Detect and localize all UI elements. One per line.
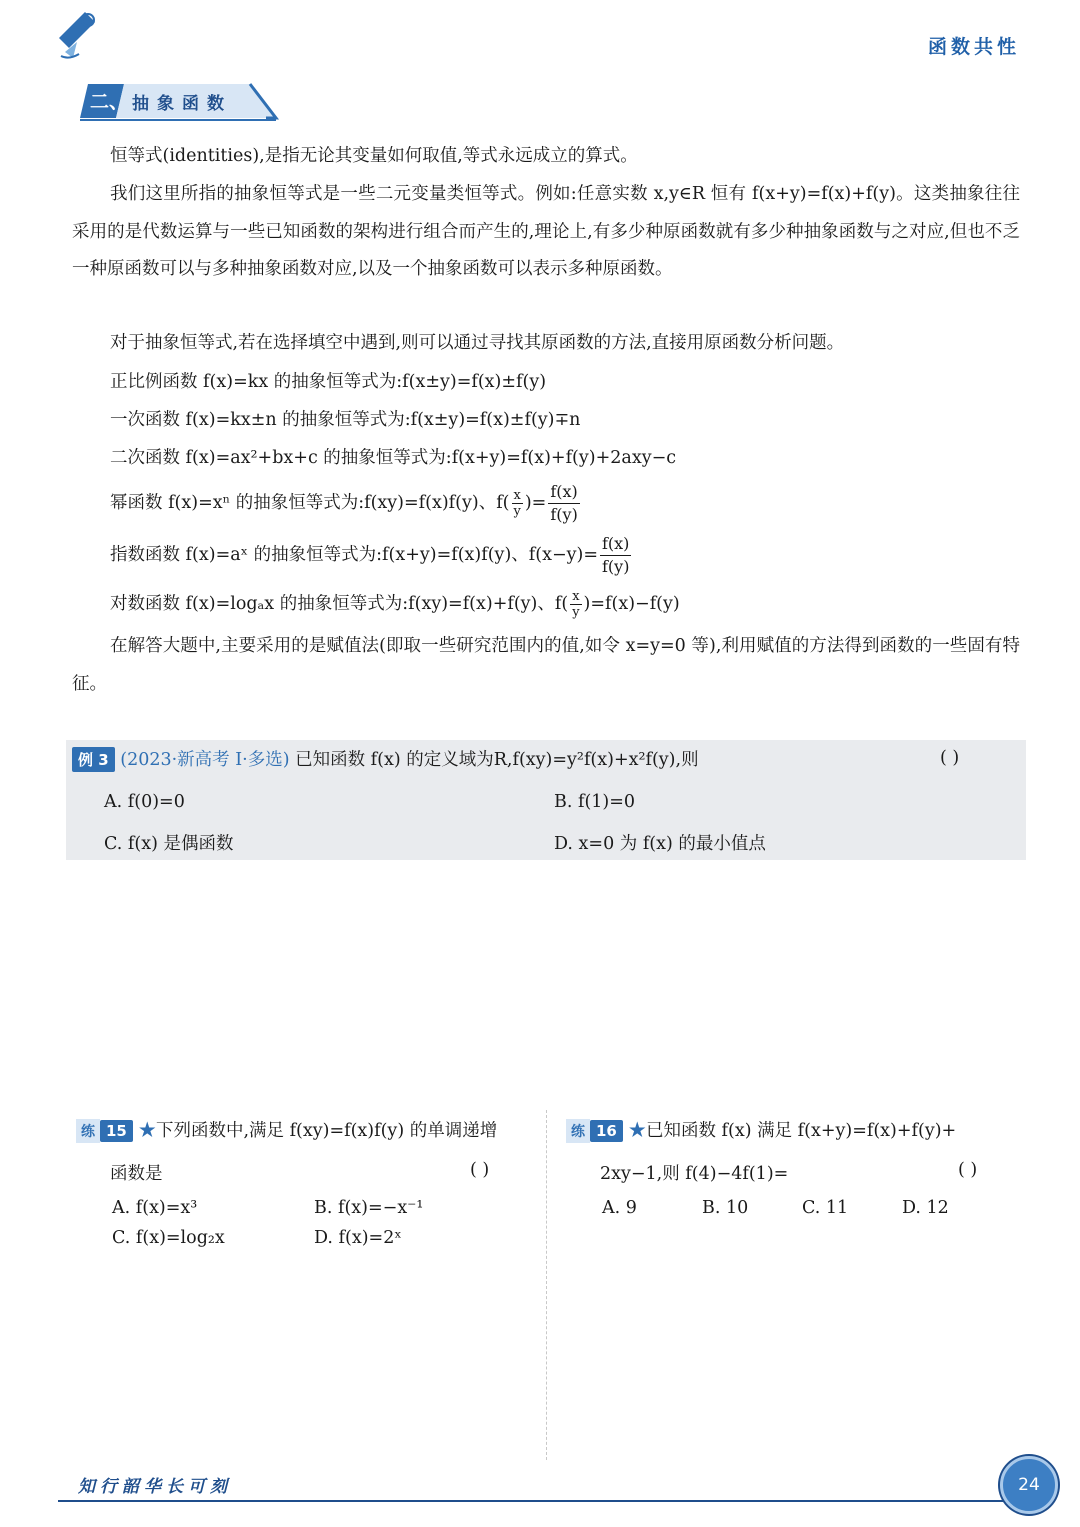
fraction-numerator: f(x) [548, 481, 579, 504]
practice-16-answer-blank: ( ) [958, 1160, 978, 1180]
example-option-a: A. f(0)=0 [104, 792, 185, 812]
practice-16-header [566, 1117, 956, 1143]
intro-paragraph-1: 恒等式(identities),是指无论其变量如何取值,等式永远成立的算式。 [110, 146, 638, 166]
star-icon: ★ [628, 1121, 646, 1141]
practice-15-option-b: B. f(x)=−x⁻¹ [314, 1198, 424, 1218]
rocket-logo-icon [55, 8, 105, 64]
practice-15-tag-number: 15 [100, 1120, 133, 1142]
fraction-denominator: y [572, 605, 580, 620]
fraction-denominator: f(y) [601, 557, 630, 576]
star-icon: ★ [138, 1121, 156, 1141]
intro-paragraph-2: 我们这里所指的抽象恒等式是一些二元变量类恒等式。例如:任意实数 x,y∈R 恒有 f(x+y)=f(x)+f(y)。这类抽象往往采用的是代数运算与一些已知函数的架构进行组合而产生的,理论上,有多少种原函数就有多少种抽象函数与之对应,但也不乏一种原函数可以与多种抽象函数对应,以及一个抽象函数可以表示多种原函数。 [72, 184, 1020, 279]
formula-power-mid: )= [524, 493, 547, 513]
practice-15-option-c: C. f(x)=log₂x [112, 1228, 225, 1248]
example-option-b: B. f(1)=0 [554, 792, 636, 812]
intro-paragraph-3: 对于抽象恒等式,若在选择填空中遇到,则可以通过寻找其原函数的方法,直接用原函数分析问题。 [110, 333, 845, 353]
practice-16-option-a: A. 9 [602, 1198, 637, 1218]
example-option-c: C. f(x) 是偶函数 [104, 834, 234, 854]
fraction-numerator: f(x) [600, 533, 631, 556]
practice-16-tag-prefix: 练 [566, 1119, 590, 1143]
formula-log-suffix: )=f(x)−f(y) [583, 594, 680, 614]
practice-16-option-b: B. 10 [702, 1198, 749, 1218]
practice-15-tag-prefix: 练 [76, 1119, 100, 1143]
footer-slogan: 知行韶华长可刻 [78, 1477, 232, 1497]
fraction-x-over-y [512, 488, 523, 519]
practice-16-option-c: C. 11 [802, 1198, 849, 1218]
footer-rule [58, 1500, 1008, 1502]
practice-16-question-line2: 2xy−1,则 f(4)−4f(1)= [600, 1164, 789, 1184]
example-option-d: D. x=0 为 f(x) 的最小值点 [554, 834, 766, 854]
formula-log-prefix: 对数函数 f(x)=logₐx 的抽象恒等式为:f(xy)=f(x)+f(y)、f( [110, 594, 569, 614]
fraction-fx-over-fy [600, 533, 631, 578]
practice-16-question-line1: 已知函数 f(x) 满足 f(x+y)=f(x)+f(y)+ [645, 1121, 957, 1141]
fraction-denominator: y [513, 504, 521, 519]
example-answer-blank: ( ) [940, 748, 960, 768]
page-number: 24 [1000, 1456, 1058, 1514]
practice-15-question-line2: 函数是 [110, 1164, 163, 1184]
fraction-numerator: x [570, 589, 581, 605]
practice-15-option-d: D. f(x)=2ˣ [314, 1228, 402, 1248]
practice-16-option-d: D. 12 [902, 1198, 949, 1218]
formula-quadratic: 二次函数 f(x)=ax²+bx+c 的抽象恒等式为:f(x+y)=f(x)+f(y)+2axy−c [110, 448, 677, 468]
fraction-fx-over-fy [548, 481, 579, 526]
fraction-numerator: x [512, 488, 523, 504]
formula-exponential-prefix: 指数函数 f(x)=aˣ 的抽象恒等式为:f(x+y)=f(x)f(y)、f(x−y)= [110, 545, 598, 565]
running-title: 函数共性 [927, 36, 1020, 58]
example-source: (2023·新高考 I·多选) [120, 750, 290, 770]
practice-15-header [76, 1117, 497, 1143]
practice-16-tag-number: 16 [590, 1120, 623, 1142]
example-header [72, 746, 699, 772]
fraction-denominator: f(y) [550, 505, 578, 524]
practice-15-option-a: A. f(x)=x³ [112, 1198, 198, 1218]
closing-paragraph: 在解答大题中,主要采用的是赋值法(即取一些研究范围内的值,如令 x=y=0 等),利用赋值的方法得到函数的一些固有特征。 [72, 636, 1020, 694]
example-question: 已知函数 f(x) 的定义域为R,f(xy)=y²f(x)+x²f(y),则 [295, 750, 699, 770]
section-number: 二、 [90, 91, 129, 113]
example-tag: 例 3 [72, 747, 115, 772]
formula-power-prefix: 幂函数 f(x)=xⁿ 的抽象恒等式为:f(xy)=f(x)f(y)、f( [110, 493, 510, 513]
practice-15-question-line1: 下列函数中,满足 f(xy)=f(x)f(y) 的单调递增 [155, 1121, 498, 1141]
column-divider [546, 1110, 547, 1460]
formula-exponential [110, 530, 633, 580]
formula-power [110, 478, 582, 528]
fraction-x-over-y [570, 589, 581, 620]
formula-linear: 一次函数 f(x)=kx±n 的抽象恒等式为:f(x±y)=f(x)±f(y)∓n [110, 410, 581, 430]
practice-15-answer-blank: ( ) [470, 1160, 490, 1180]
formula-proportional: 正比例函数 f(x)=kx 的抽象恒等式为:f(x±y)=f(x)±f(y) [110, 372, 547, 392]
formula-logarithmic [110, 582, 680, 626]
section-title: 抽象函数 [132, 94, 232, 114]
